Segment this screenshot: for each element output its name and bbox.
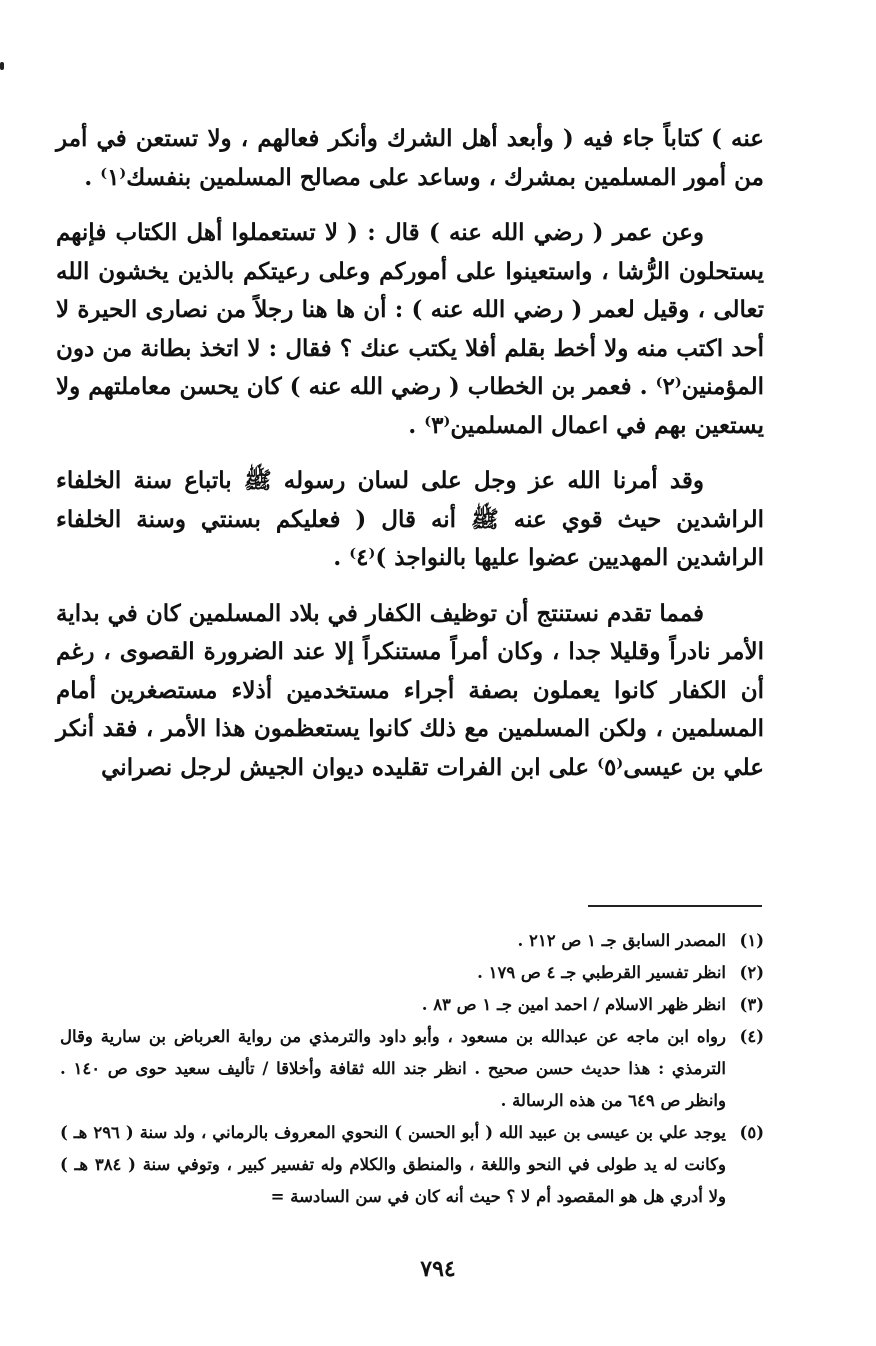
footnote-4 [60, 1021, 764, 1117]
footnote-2 [60, 957, 764, 989]
footnote-3 [60, 989, 764, 1021]
paragraph-4: فمما تقدم نستنتج أن توظيف الكفار في بلاد المسلمين كان في بداية الأمر نادراً وقليلا جدا ، وكان أمراً مستنكراً إلا عند الضرورة القصوى ، رغم أن الكفار كانوا يعملون بصفة أجراء مستخدمين أذلاء مستصغرين أمام المسلمين ، ولكن المسلمين مع ذلك كانوا يستعظمون هذا الأمر ، فقد أنكر علي بن عيسى⁽٥⁾ على ابن الفرات تقليده ديوان الجيش لرجل نصراني [56, 599, 764, 781]
footnote-number: (٥) [739, 1123, 764, 1142]
paragraph-2: وعن عمر ( رضي الله عنه ) قال : ( لا تستعملوا أهل الكتاب فإنهم يستحلون الرُّشا ، واستعينوا على أموركم وعلى رعيتكم بالذين يخشون الله تعالى ، وقيل لعمر ( رضي الله عنه ) : أن ها هنا رجلاً من نصارى الحيرة لا أحد اكتب منه ولا أخط بقلم أفلا يكتب عنك ؟ فقال : لا اتخذ بطانة من دون المؤمنين⁽٢⁾ . فعمر بن الخطاب ( رضي الله عنه ) كان يحسن معاملتهم ولا يستعين بهم في اعمال المسلمين⁽٣⁾ . [56, 219, 764, 439]
footnote-number: (٣) [739, 995, 764, 1014]
footnote-text: انظر ظهر الاسلام / احمد امين جـ ١ ص ٨٣ . [421, 995, 726, 1014]
footnotes [60, 925, 764, 1213]
paragraph-3: وقد أمرنا الله عز وجل على لسان رسوله ﷺ باتباع سنة الخلفاء الراشدين حيث قوي عنه ﷺ أنه قال ( فعليكم بسنتي وسنة الخلفاء الراشدين المهديين عضوا عليها بالنواجذ )⁽٤⁾ . [56, 467, 764, 571]
page-number: ٧٩٤ [420, 1256, 456, 1282]
footnote-text: يوجد علي بن عيسى بن عبيد الله ( أبو الحسن ) النحوي المعروف بالرماني ، ولد سنة ( ٢٩٦ هـ ) وكانت له يد طولى في النحو واللغة ، والمنطق والكلام وله تفسير كبير ، وتوفي سنة ( ٣٨٤ هـ ) ولا أدري هل هو المقصود أم لا ؟ حيث أنه كان في سن السادسة = [60, 1123, 726, 1206]
footnote-text: المصدر السابق جـ ١ ص ٢١٢ . [517, 931, 726, 950]
footnote-separator [588, 905, 762, 907]
footnote-5 [60, 1117, 764, 1213]
footnote-number: (١) [739, 931, 764, 950]
main-text [56, 120, 764, 804]
scan-edge-mark [0, 62, 4, 70]
paragraph-1: عنه ) كتاباً جاء فيه ( وأبعد أهل الشرك وأنكر فعالهم ، ولا تستعن في أمر من أمور المسلمين بمشرك ، وساعد على مصالح المسلمين بنفسك⁽١⁾ . [56, 125, 764, 191]
footnote-text: رواه ابن ماجه عن عبدالله بن مسعود ، وأبو داود والترمذي من رواية العرباض بن سارية وقال الترمذي : هذا حديث حسن صحيح . انظر جند الله ثقافة وأخلاقا / تأليف سعيد حوى ص ١٤٠ . وانظر ص ٦٤٩ من هذه الرسالة . [60, 1027, 726, 1110]
footnote-text: انظر تفسير القرطبي جـ ٤ ص ١٧٩ . [477, 963, 726, 982]
footnote-number: (٤) [739, 1027, 764, 1046]
footnote-1 [60, 925, 764, 957]
footnote-number: (٢) [739, 963, 764, 982]
